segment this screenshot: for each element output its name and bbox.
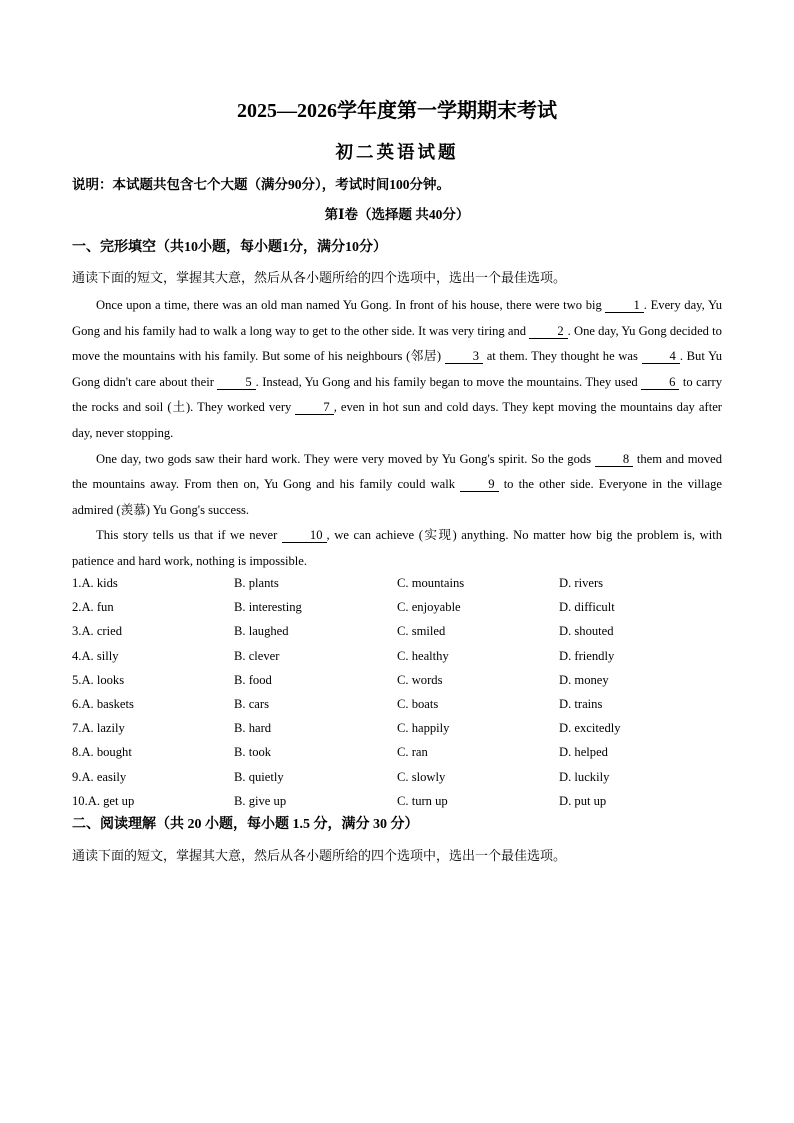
- option-b: B. food: [234, 672, 272, 687]
- option-c: C. happily: [397, 721, 450, 736]
- option-c: C. turn up: [397, 793, 448, 808]
- option-c: C. ran: [397, 745, 428, 760]
- option-c: C. enjoyable: [397, 600, 461, 615]
- option-row: [72, 716, 722, 740]
- passage-text: . Every day, Yu Gong and his family had to walk a long way to get to the other side. It was very tiring and: [72, 298, 722, 338]
- option-row: [72, 595, 722, 619]
- option-b: B. clever: [234, 648, 280, 663]
- option-b: B. give up: [234, 793, 287, 808]
- option-b: B. interesting: [234, 600, 302, 615]
- passage-text: , even in hot sun and cold days. They kept moving the mountains day after day, never stopping.: [72, 400, 722, 440]
- blank-3: 3: [445, 349, 483, 364]
- option-c: C. boats: [397, 696, 439, 711]
- passage-text: One day, two gods saw their hard work. They were very moved by Yu Gong's spirit. So the gods: [96, 451, 592, 466]
- option-a: 6.A. baskets: [72, 696, 134, 711]
- option-b: B. quietly: [234, 769, 284, 784]
- option-a: 5.A. looks: [72, 672, 125, 687]
- option-row: [72, 765, 722, 789]
- option-row: [72, 692, 722, 716]
- option-row: [72, 789, 722, 813]
- blank-5: 5: [217, 375, 255, 390]
- passage-text: to carry the rocks and soil (土). They worked very: [72, 374, 722, 415]
- section1-title: 一、完形填空（共10小题，每小题1分，满分10分）: [72, 240, 387, 255]
- option-row: [72, 644, 722, 668]
- option-b: B. took: [234, 745, 272, 760]
- option-d: D. money: [559, 672, 609, 687]
- blank-10: 10: [282, 528, 327, 543]
- passage-text: . Instead, Yu Gong and his family began to move the mountains. They used: [255, 374, 638, 389]
- option-c: C. mountains: [397, 576, 465, 590]
- option-c: C. words: [397, 672, 443, 687]
- blank-7: 7: [295, 400, 333, 415]
- option-d: D. luckily: [559, 769, 610, 784]
- cloze-passage: [72, 293, 722, 575]
- option-a: 4.A. silly: [72, 648, 119, 663]
- option-d: D. helped: [559, 745, 608, 760]
- option-row: [72, 668, 722, 692]
- exam-subtitle: 初二英语试题: [335, 142, 459, 162]
- section1-instruction: 通读下面的短文，掌握其大意，然后从各小题所给的四个选项中，选出一个最佳选项。: [72, 270, 567, 285]
- section2-instruction: 通读下面的短文，掌握其大意，然后从各小题所给的四个选项中，选出一个最佳选项。: [72, 848, 567, 863]
- option-a: 7.A. lazily: [72, 721, 125, 736]
- option-row: [72, 571, 722, 595]
- option-a: 1.A. kids: [72, 576, 118, 590]
- passage-text: Once upon a time, there was an old man named Yu Gong. In front of his house, there were two big: [96, 298, 602, 312]
- passage-text: This story tells us that if we never: [96, 528, 278, 543]
- options-list: [72, 571, 722, 813]
- passage-paragraph-1: [72, 293, 722, 447]
- passage-text: , we can achieve (实现) anything. No matter how big the problem is, with patience and hard work, nothing is impossible.: [72, 528, 723, 568]
- option-a: 3.A. cried: [72, 624, 123, 639]
- option-a: 2.A. fun: [72, 600, 114, 615]
- option-d: D. put up: [559, 793, 607, 808]
- blank-4: 4: [642, 349, 680, 364]
- option-c: C. healthy: [397, 648, 449, 663]
- option-d: D. friendly: [559, 648, 615, 663]
- option-d: D. difficult: [559, 600, 615, 615]
- passage-text: . But Yu Gong didn't care about their: [72, 349, 722, 389]
- option-d: D. shouted: [559, 624, 614, 639]
- passage-text: at them. They thought he was: [486, 349, 638, 364]
- option-row: [72, 740, 722, 764]
- option-row: [72, 619, 722, 643]
- blank-8: 8: [595, 452, 633, 467]
- option-d: D. rivers: [559, 576, 604, 590]
- passage-text: them and moved the mountains away. From then on, Yu Gong and his family could walk: [72, 451, 723, 492]
- option-b: B. laughed: [234, 624, 289, 639]
- option-a: 10.A. get up: [72, 793, 135, 808]
- passage-text: . One day, Yu Gong decided to move the mountains with his family. But some of his neighbours (邻居): [72, 323, 722, 364]
- option-c: C. smiled: [397, 624, 446, 639]
- blank-1: 1: [605, 298, 643, 313]
- exam-note: 说明：本试题共包含七个大题（满分90分），考试时间100分钟。: [72, 177, 450, 192]
- passage-paragraph-2: [72, 447, 722, 524]
- blank-2: 2: [529, 324, 567, 339]
- section2-title: 二、阅读理解（共 20 小题，每小题 1.5 分，满分 30 分）: [72, 817, 419, 832]
- option-c: C. slowly: [397, 769, 446, 784]
- option-a: 8.A. bought: [72, 745, 132, 760]
- option-b: B. hard: [234, 721, 272, 736]
- part-title: 第Ⅰ卷（选择题 共40分）: [324, 207, 470, 222]
- option-d: D. excitedly: [559, 721, 621, 736]
- option-b: B. plants: [234, 576, 279, 590]
- option-b: B. cars: [234, 696, 269, 711]
- passage-text: to the other side. Everyone in the village admired (羡慕) Yu Gong's success.: [72, 477, 722, 517]
- option-d: D. trains: [559, 696, 603, 711]
- blank-6: 6: [641, 375, 679, 390]
- exam-title: 2025—2026学年度第一学期期末考试: [237, 100, 557, 122]
- option-a: 9.A. easily: [72, 769, 127, 784]
- blank-9: 9: [460, 477, 498, 492]
- passage-paragraph-3: [72, 523, 722, 574]
